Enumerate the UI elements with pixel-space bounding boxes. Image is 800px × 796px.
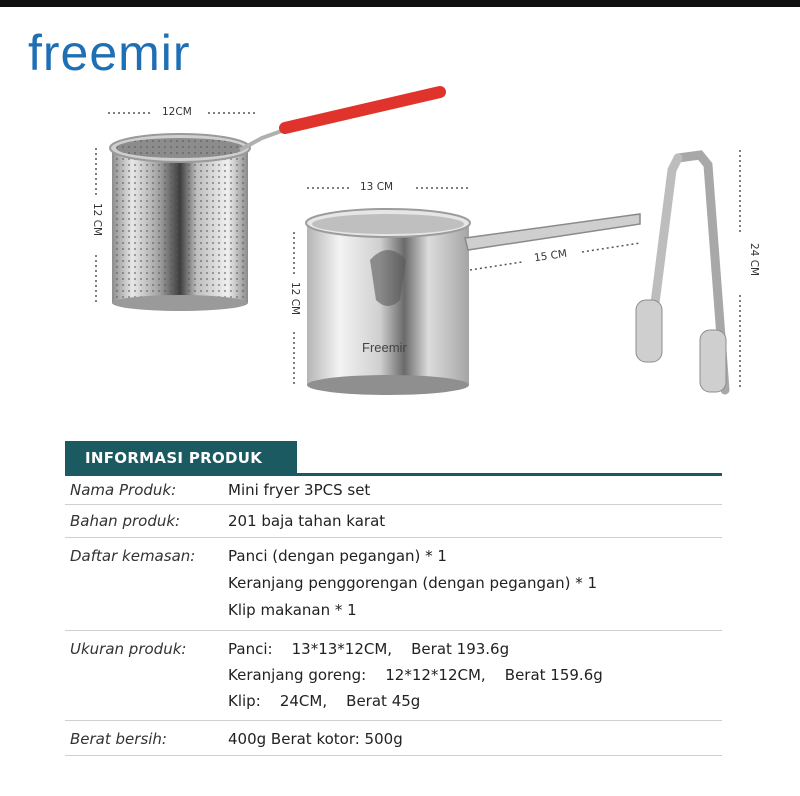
- handle-length-label: 15 CM: [533, 247, 568, 265]
- label-material: Bahan produk:: [70, 512, 181, 530]
- row-divider: [65, 630, 722, 631]
- value-product-name: Mini fryer 3PCS set: [228, 481, 371, 499]
- value-size-tongs: Klip: 24CM, Berat 45g: [228, 692, 421, 710]
- basket-width-label: 12CM: [162, 106, 192, 118]
- saucepan: [306, 209, 640, 395]
- value-net-weight: 400g Berat kotor: 500g: [228, 730, 403, 748]
- value-package-basket: Keranjang penggorengan (dengan pegangan) * 1: [228, 574, 598, 592]
- value-size-basket: Keranjang goreng: 12*12*12CM, Berat 159.6g: [228, 666, 603, 684]
- value-package-pot: Panci (dengan pegangan) * 1: [228, 547, 447, 565]
- svg-text:freemir: freemir: [28, 25, 191, 81]
- pot-width-label: 13 CM: [360, 181, 394, 193]
- value-material: 201 baja tahan karat: [228, 512, 386, 530]
- value-package-tongs: Klip makanan * 1: [228, 601, 357, 619]
- basket-height-label: 12 CM: [91, 203, 103, 237]
- pot-engraving: Freemir: [362, 340, 407, 355]
- row-divider: [65, 537, 722, 538]
- header-underline: [65, 473, 722, 476]
- row-divider: [65, 720, 722, 721]
- row-divider: [65, 504, 722, 505]
- label-package-list: Daftar kemasan:: [70, 547, 196, 565]
- info-header: [65, 441, 297, 475]
- info-header-title: INFORMASI PRODUK: [85, 449, 263, 467]
- label-product-name: Nama Produk:: [70, 481, 177, 499]
- label-product-size: Ukuran produk:: [70, 640, 187, 658]
- tongs-length-label: 24 CM: [748, 243, 760, 277]
- pot-height-label: 12 CM: [289, 282, 301, 316]
- value-size-pot: Panci: 13*13*12CM, Berat 193.6g: [228, 640, 510, 658]
- label-net-weight: Berat bersih:: [70, 730, 167, 748]
- row-divider: [65, 755, 722, 756]
- food-tongs: [636, 155, 726, 392]
- red-handle: [285, 92, 440, 128]
